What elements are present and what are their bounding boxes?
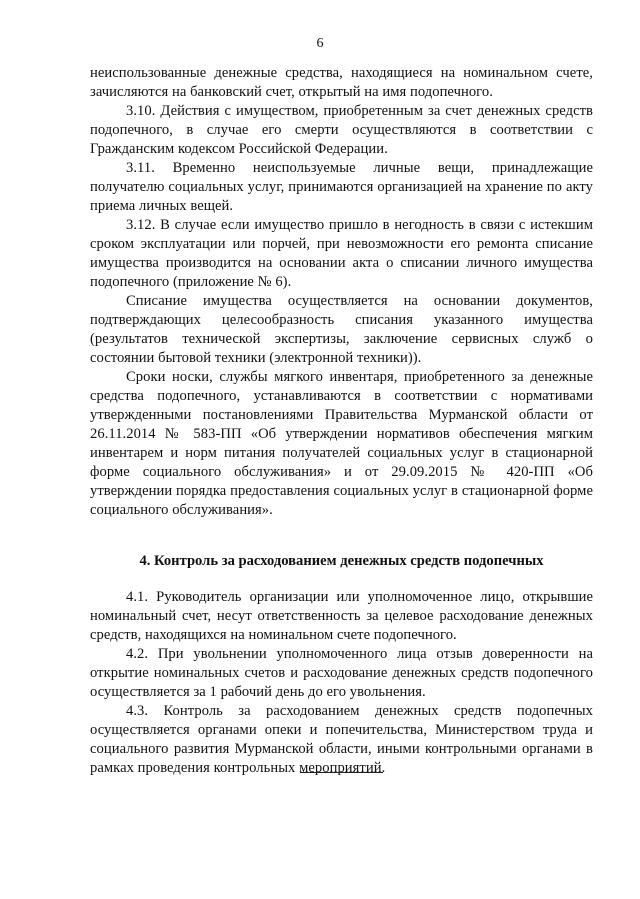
paragraph-intro-continuation: неиспользованные денежные средства, находящиеся на номинальном счете, зачисляются на банковский счет, открытый на имя подопечного. [90,65,593,100]
document-body [90,64,593,778]
paragraph-3-10: 3.10. Действия с имуществом, приобретенным за счет денежных средств подопечного, в случае его смерти осуществляются в соответствии с Гражданским кодексом Российской Федерации. [90,103,593,157]
paragraph-4-1: 4.1. Руководитель организации или уполномоченное лицо, открывшие номинальный счет, несут ответственность за целевое расходование денежных средств, находящихся на номинальном счете подопечного. [90,589,593,643]
paragraph-4-3: 4.3. Контроль за расходованием денежных средств подопечных осуществляется органами опеки и попечительства, Министерством труда и социального развития Мурманской области, иными контрольными органами в рамках проведения контрольных мероприятий. [90,703,593,776]
section-4-heading: 4. Контроль за расходованием денежных средств подопечных [139,553,544,569]
paragraph-write-off: Списание имущества осуществляется на основании документов, подтверждающих целесообразность списания указанного имущества (результатов технической экспертизы, заключение сервисных служб о состоянии бытовой техники (электронной техники)). [90,293,593,366]
page-number: 6 [316,36,324,51]
paragraph-3-11: 3.11. Временно неиспользуемые личные вещи, принадлежащие получателю социальных услуг, принимаются организацией на хранение по акту приема личных вещей. [90,160,593,214]
paragraph-4-2: 4.2. При увольнении уполномоченного лица отзыв доверенности на открытие номинальных счетов и расходование денежных средств подопечного осуществляется за 1 рабочий день до его увольнения. [90,646,593,700]
paragraph-3-12: 3.12. В случае если имущество пришло в негодность в связи с истекшим сроком эксплуатации или порчей, при невозможности его ремонта списание имущества производится на основании акта о списании личного имущества подопечного (приложение № 6). [90,217,593,290]
paragraph-wear-terms: Сроки носки, службы мягкого инвентаря, приобретенного за денежные средства подопечного, устанавливаются в соответствии с нормативами утвержденными постановлениями Правительства Мурманской области от 26.11.2014 № 583-ПП «Об утверждении нормативов обеспечения мягким инвентарем и норм питания получателей социальных услуг в стационарной форме социального обслуживания» и от 29.09.2015 № 420-ПП «Об утверждении порядка предоставления социальных услуг в стационарной форме социального обслуживания». [90,369,593,518]
end-separator-line [300,772,383,773]
